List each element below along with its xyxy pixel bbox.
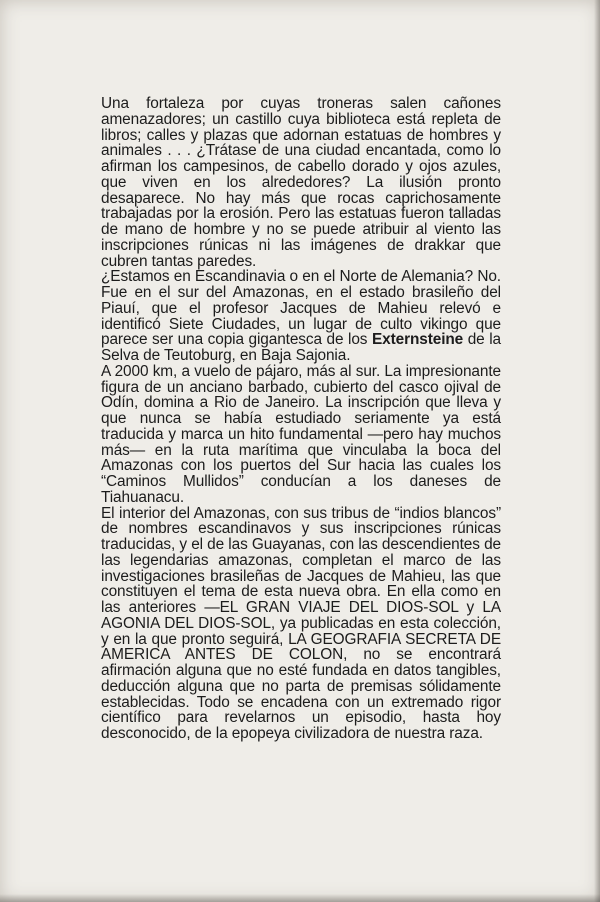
blurb-paragraph-4: El interior del Amazonas, con sus tribus de “indios blancos” de nombres escandinavos y sus inscripciones rúnicas traducidas, y el de las Guayanas, con las descendientes de las legendarias amazonas, completan el marco de las investigaciones brasileñas de Jacques de Mahieu, las que constituyen el tema de esta nueva obra. En ella como en las anteriores —EL GRAN VIAJE DEL DIOS-SOL y LA AGONIA DEL DIOS-SOL, ya publicadas en esta colección, y en la que pronto seguirá, LA GEOGRAFIA SECRETA DE AMERICA ANTES DE COLON, no se encontrará afirmación alguna que no esté fundada en datos tangibles, deducción alguna que no parta de premisas sólidamente establecidas. Todo se encadena con un extremado rigor científico para revelarnos un episodio, hasta hoy desconocido, de la epopeya civilizadora de nuestra raza. <box>101 504 501 742</box>
blurb-paragraph-2 <box>101 269 501 364</box>
blurb-paragraph-3: A 2000 km, a vuelo de pájaro, más al sur. La impresionante figura de un anciano barbado, cubierto del casco ojival de Odín, domina a Rio de Janeiro. La inscripción que lleva y que nunca se había estudiado seriamente ya está traducida y marca un hito fundamental —pero hay muchos más— en la ruta marítima que vinculaba la boca del Amazonas con los puertos del Sur hacia las cuales los “Caminos Mullidos” conducían a los daneses de Tiahuanacu. <box>101 362 501 506</box>
page-edge-shadow <box>594 0 600 902</box>
bold-term: Externsteine <box>371 331 464 349</box>
blurb-paragraph-1: Una fortaleza por cuyas troneras salen cañones amenazadores; un castillo cuya biblioteca está repleta de libros; calles y plazas que adornan estatuas de hombres y animales . . . ¿Trátase de una ciudad encantada, como lo afirman los campesinos, de cabello dorado y ojos azules, que viven en los alrededores? La ilusión pronto desaparece. No hay más que rocas caprichosamente trabajadas por la erosión. Pero las estatuas fueron talladas de mano de hombre y no se puede atribuir al viento las inscripciones rúnicas ni las imágenes de drakkar que cubren tantas paredes. <box>101 95 501 270</box>
paragraph-text: ¿Estamos en Escandinavia o en el Norte de Alemania? No. Fue en el sur del Amazonas, en el estado brasileño del Piauí, que el profesor Jacques de Mahieu relevó e identificó Siete Ciudades, un lugar de culto vikingo que parece ser una copia gigantesca de los <box>101 268 501 349</box>
blurb-text <box>101 96 501 742</box>
paragraph-text: de la Selva de Teutoburg, en Baja Sajonia. <box>101 331 501 364</box>
page-edge-shadow <box>0 894 600 902</box>
